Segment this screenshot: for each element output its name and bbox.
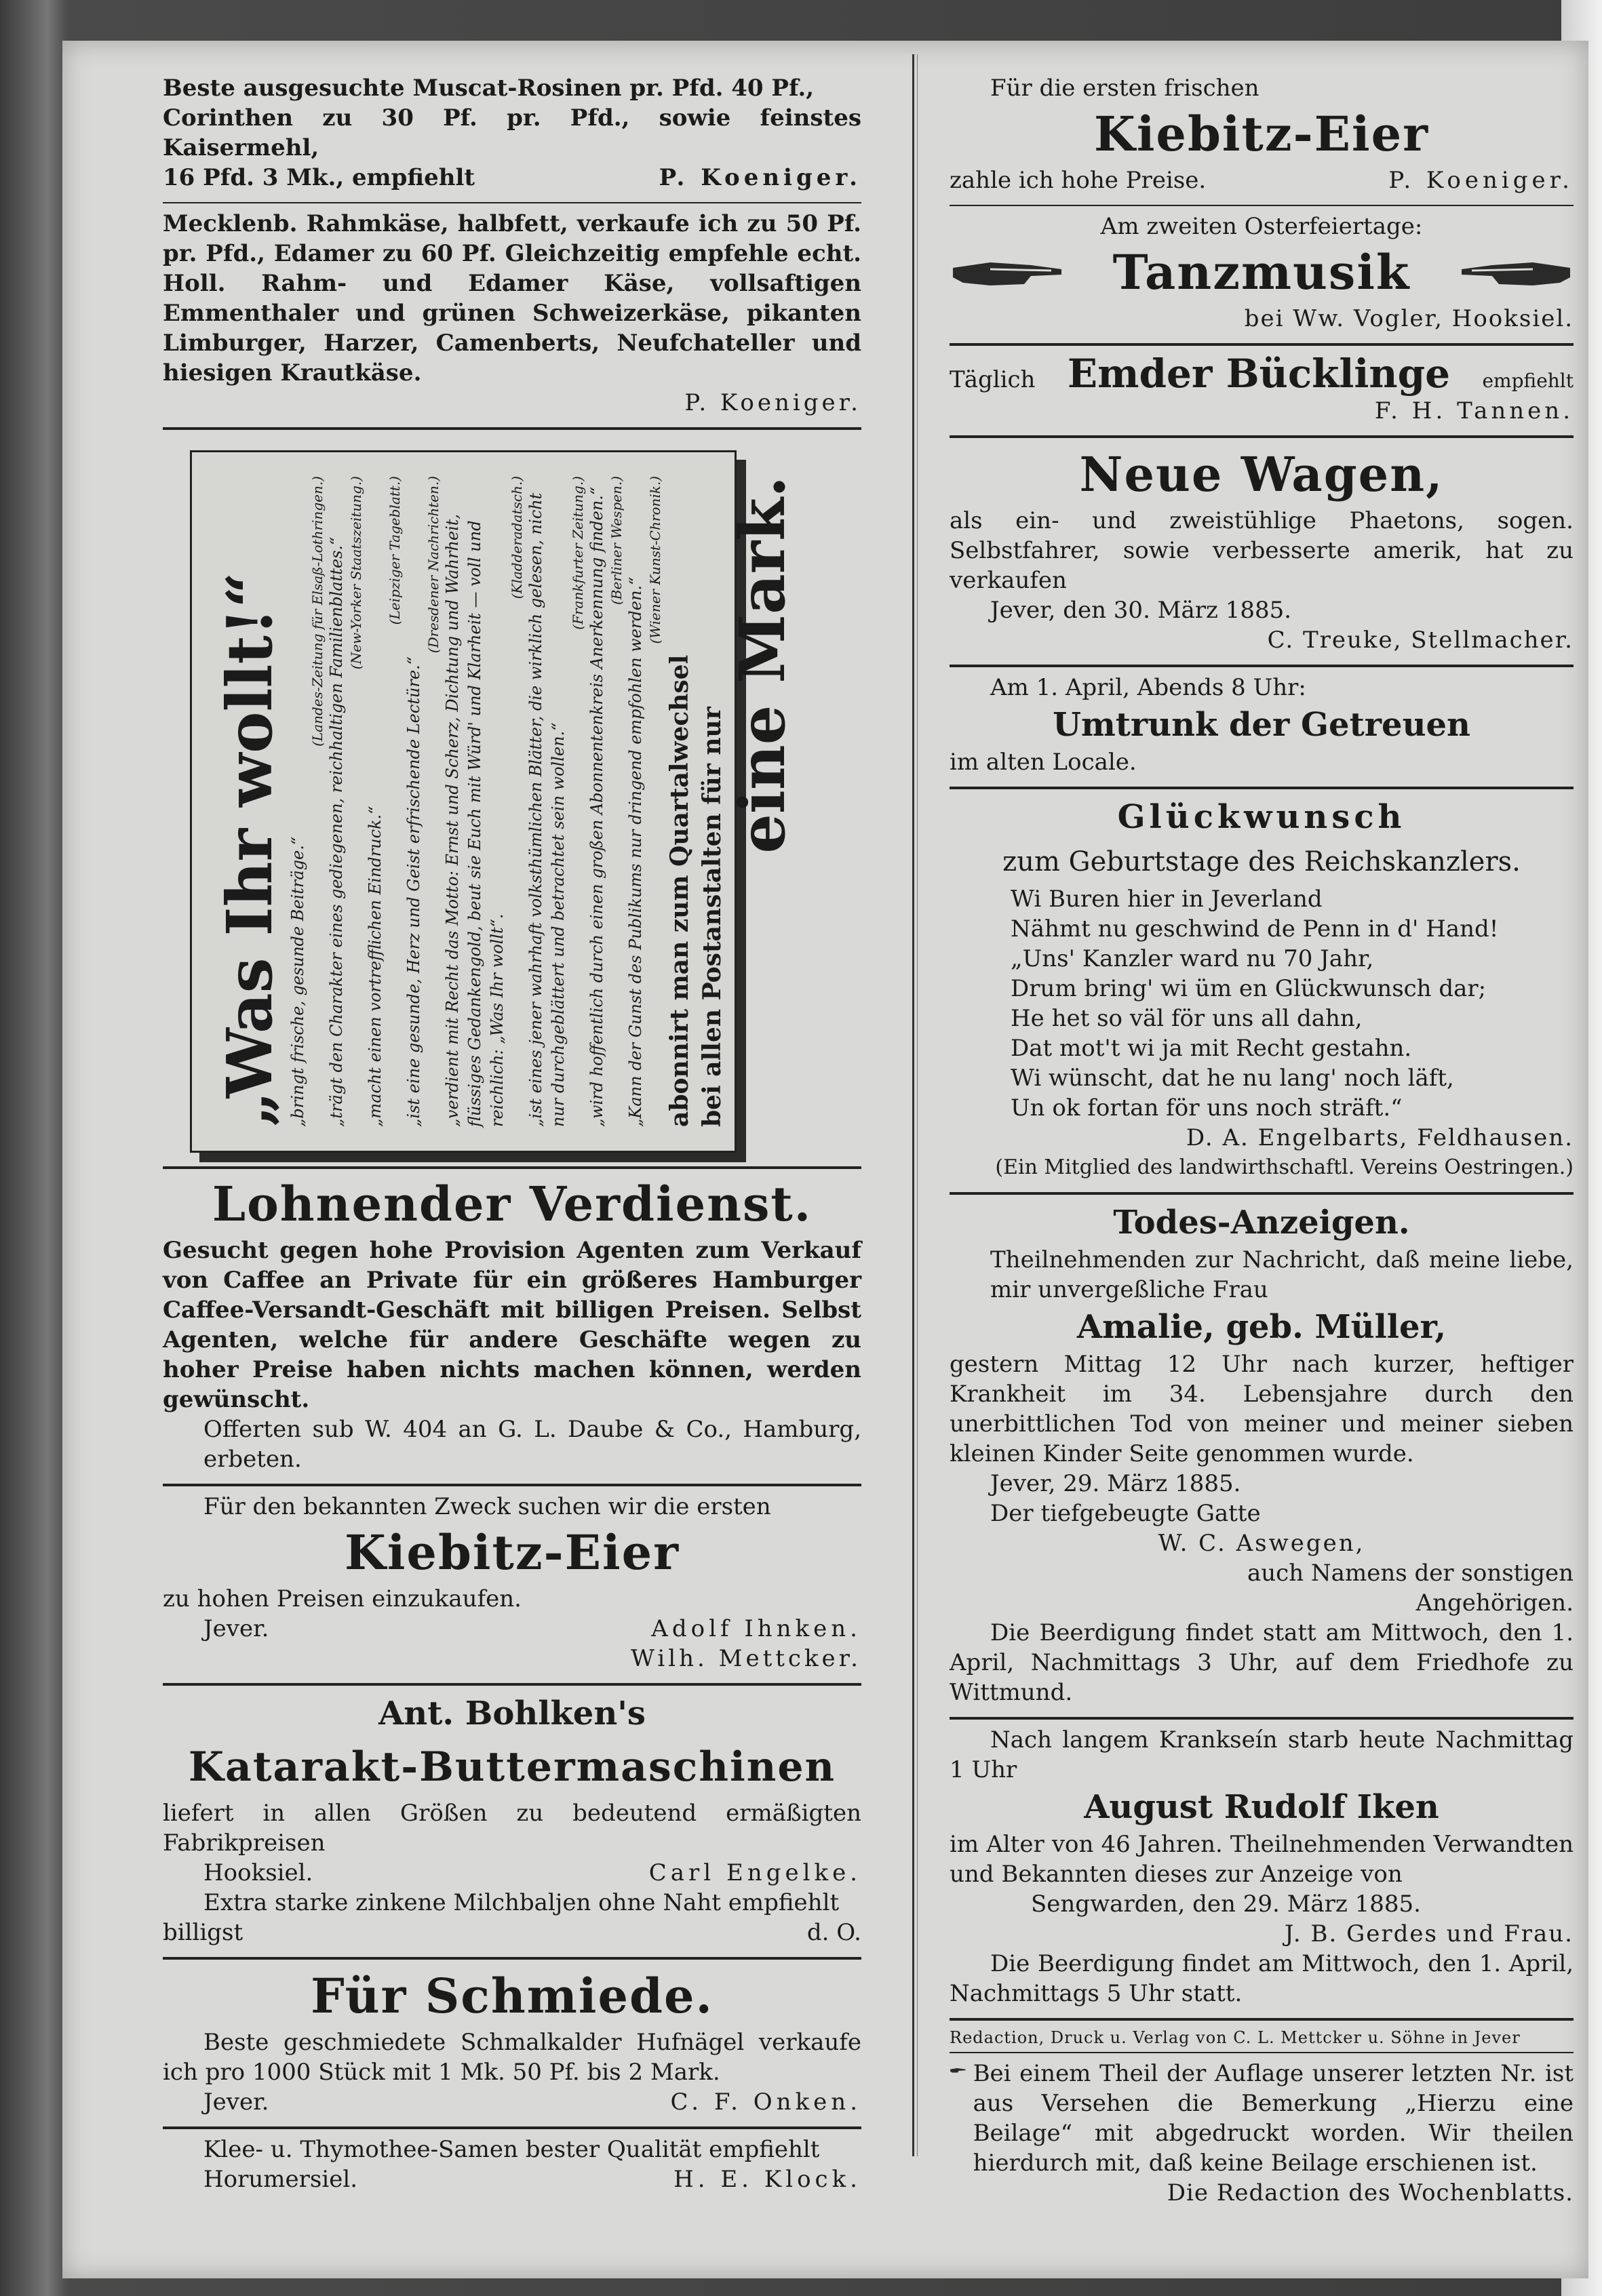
buecklinge-sign: F. H. Tannen. <box>1374 397 1574 424</box>
footer-sign: Die Redaction des Wochenblatts. <box>1167 2179 1574 2206</box>
wagen-sign: C. Treuke, Stellmacher. <box>1267 627 1574 654</box>
tanz-intro: Am zweiten Osterfeiertage: <box>1100 213 1423 240</box>
buecklinge-title: Emder Bücklinge <box>1067 351 1451 397</box>
pointing-hand-icon <box>950 2059 966 2082</box>
klee-sign: H. E. Klock. <box>673 2166 861 2193</box>
schmiede-text: Beste geschmiedete Schmalkalder Hufnägel verkaufe ich pro 1000 Stück mit 1 Mk. 50 Pf. bis 2 Mark. <box>163 2029 861 2086</box>
kiebitz-left-text: zu hohen Preisen einzukaufen. <box>163 1585 522 1612</box>
bohlken-place: Hooksiel. <box>203 1859 313 1886</box>
column-rule <box>912 54 914 2156</box>
wollt-foot-1: abonnirt man zum Quartalwechsel <box>665 654 694 1127</box>
wollt-src-3: (Dresdener Nachrichten.) <box>425 476 442 654</box>
glueck-poem-6: Wi wünscht, dat he nu lang' noch läft, <box>1011 1065 1454 1092</box>
wollt-line-5: „ist eines jener wahrhaft volksthümlichen Blätter, die wirklich gelesen, nicht nur durchgeblättert und betrachtet sein wollen.“ <box>526 492 568 1127</box>
verdienst-text-2: Offerten sub W. 404 an G. L. Daube & Co., Hamburg, erbeten. <box>203 1416 861 1473</box>
todes-name: Amalie, geb. Müller, <box>1076 1308 1447 1346</box>
wollt-src-4: (Kladderadatsch.) <box>509 476 525 599</box>
wollt-line-0: „bringt frische, gesunde Beiträge.“ <box>288 836 307 1127</box>
ad-muscat <box>163 68 861 203</box>
kiebitz-right-title: Kiebitz-Eier <box>1093 106 1429 162</box>
todes-sign-2: auch Namens der sonstigen <box>1247 1560 1574 1587</box>
bohlken-name: Ant. Bohlken's <box>378 1695 646 1733</box>
glueck-poem-1: Nähmt nu geschwind de Penn in d' Hand! <box>1011 915 1499 943</box>
todes-burial: Die Beerdigung findet statt am Mittwoch, den 1. April, Nachmittags 3 Uhr, auf dem Friedhofe zu Wittmund. <box>950 1619 1574 1706</box>
ad-was-ihr-wollt <box>190 450 799 1153</box>
left-column <box>163 20 861 2204</box>
bohlken-text: liefert in allen Größen zu bedeutend ermäßigten Fabrikpreisen <box>163 1800 861 1857</box>
verdienst-title: Lohnender Verdienst. <box>212 1176 813 1232</box>
muscat-last-row <box>163 163 861 193</box>
bohlken-row-2 <box>163 1918 861 1947</box>
buecklinge-post: empfiehlt <box>1482 370 1574 392</box>
todes-intro: Theilnehmenden zur Nachricht, daß meine liebe, mir unvergeßliche Frau <box>990 1246 1574 1303</box>
bohlken-billig: billigst <box>163 1919 243 1946</box>
bohlken-title: Katarakt-Buttermaschinen <box>188 1743 836 1791</box>
iken-intro: Nach langem Krankseín starb heute Nachmittag 1 Uhr <box>950 1726 1574 1783</box>
wagen-date: Jever, den 30. März 1885. <box>990 597 1292 624</box>
kiebitz-right-sign: P. Koeniger. <box>1388 167 1574 194</box>
ad-tanzmusik <box>950 206 1574 346</box>
ad-todes <box>950 1195 1574 1720</box>
footer-notice-row <box>950 2059 1574 2178</box>
glueck-poem-0: Wi Buren hier in Jeverland <box>1011 886 1323 913</box>
glueck-sign: D. A. Engelbarts, Feldhausen. <box>1186 1124 1574 1151</box>
footer-notice: Bei einem Theil der Auflage unserer letzten Nr. ist aus Versehen die Bemerkung „Hierzu eine Beilage“ mit abgedruckt worden. Wir theilen hierdurch mit, daß keine Beilage erschienen ist. <box>973 2060 1574 2177</box>
todes-title: Todes-Anzeigen. <box>1113 1204 1410 1242</box>
wollt-foot-2: bei allen Postanstalten für nur <box>698 707 726 1127</box>
klee-row <box>163 2164 861 2194</box>
was-ihr-wollt-rotated <box>206 462 799 1141</box>
wollt-line-1: „trägt den Charakter eines gediegenen, reichhaltigen Familienblattes.“ <box>327 536 346 1127</box>
pointing-hand-left-icon <box>1458 256 1574 290</box>
ad-iken <box>950 1720 1574 2021</box>
ad-bohlken <box>163 1686 861 1960</box>
ad-kaese <box>163 203 861 430</box>
bohlken-row <box>163 1858 861 1888</box>
kiebitz-left-sign-2: Wilh. Mettcker. <box>631 1645 861 1672</box>
ad-kiebitz-right <box>950 68 1574 206</box>
ad-glueckwunsch <box>950 789 1574 1195</box>
kiebitz-right-row <box>950 165 1574 195</box>
wollt-src-0: (Landes-Zeitung für Elsaß-Lothringen.) <box>309 476 326 747</box>
kaese-sign: P. Koeniger. <box>684 389 861 416</box>
schmiede-row <box>163 2087 861 2117</box>
muscat-line-2: Corinthen zu 30 Pf. pr. Pfd., sowie feinstes Kaisermehl, <box>163 104 861 161</box>
wollt-line-4: „verdient mit Recht das Motto: Ernst und Scherz, Dichtung und Wahrheit, flüssiges Gedankengold, beut sie Euch mit Würd' und Klarheit — voll und reichlich: „Was Ihr wollt“. <box>443 513 507 1127</box>
wollt-mark: eine Mark. <box>726 476 799 854</box>
iken-date: Sengwarden, den 29. März 1885. <box>1031 1891 1421 1918</box>
todes-sign: W. C. Aswegen, <box>1158 1530 1365 1557</box>
kiebitz-left-place: Jever. <box>203 1615 269 1642</box>
ad-klee <box>163 2129 861 2204</box>
schmiede-title: Für Schmiede. <box>311 1968 714 2024</box>
wagen-title: Neue Wagen, <box>1079 446 1444 502</box>
column-rule-thin <box>917 54 918 2156</box>
iken-burial: Die Beerdigung findet am Mittwoch, den 1. April, Nachmittags 5 Uhr statt. <box>950 1950 1574 2007</box>
schmiede-place: Jever. <box>203 2089 269 2116</box>
wollt-src-5: (Frankfurter Zeitung.) <box>570 476 586 630</box>
kiebitz-left-title: Kiebitz-Eier <box>344 1524 680 1581</box>
ad-schmiede <box>163 1960 861 2129</box>
todes-text: gestern Mittag 12 Uhr nach kurzer, heftiger Krankheit im 34. Lebensjahre durch den unerbittlichen Tod von meiner und meiner sieben kleinen Kinder Seite genommen wurde. <box>950 1351 1574 1467</box>
bohlken-do: d. O. <box>806 1919 861 1946</box>
glueck-poem-4: He het so väl för uns all dahn, <box>1011 1005 1363 1032</box>
umtrunk-text: im alten Locale. <box>950 749 1137 776</box>
wollt-src-1: (New-Yorker Staatszeitung.) <box>348 476 364 670</box>
bohlken-sign: Carl Engelke. <box>648 1859 861 1886</box>
tanz-title-row <box>950 241 1574 304</box>
kiebitz-left-intro: Für den bekannten Zweck suchen wir die ersten <box>203 1493 771 1520</box>
buecklinge-row <box>950 351 1574 396</box>
wollt-line-3: „ist eine gesunde, Herz und Geist erfrischende Lectüre.“ <box>404 656 423 1127</box>
kiebitz-right-text: zahle ich hohe Preise. <box>950 167 1207 194</box>
klee-text: Klee- u. Thymothee-Samen bester Qualität empfiehlt <box>203 2136 820 2163</box>
right-column <box>950 20 1574 2208</box>
footer-imprint: Redaction, Druck u. Verlag von C. L. Mettcker u. Söhne in Jever <box>950 2027 1574 2053</box>
buecklinge-pre: Täglich <box>950 366 1036 393</box>
ad-verdienst <box>163 1166 861 1486</box>
ad-kiebitz-left <box>163 1486 861 1686</box>
glueck-poem-5: Dat mot't wi ja mit Recht gestahn. <box>1011 1035 1412 1062</box>
muscat-line-1: Beste ausgesuchte Muscat-Rosinen pr. Pfd. 40 Pf., <box>163 75 815 102</box>
wollt-line-7: „Kann der Gunst des Publikums nur dringend empfohlen werden.“ <box>626 576 645 1127</box>
ad-wagen <box>950 438 1574 667</box>
footer <box>950 2021 1574 2208</box>
tanz-sign: bei Ww. Vogler, Hooksiel. <box>1244 305 1574 332</box>
schmiede-sign: C. F. Onken. <box>670 2089 861 2116</box>
iken-text: im Alter von 46 Jahren. Theilnehmenden Verwandten und Bekannten dieses zur Anzeige von <box>950 1831 1574 1888</box>
bohlken-text-2: Extra starke zinkene Milchbaljen ohne Naht empfiehlt <box>203 1889 840 1916</box>
verdienst-text-1: Gesucht gegen hohe Provision Agenten zum Verkauf von Caffee an Private für ein größeres Hamburger Caffee-Versandt-Geschäft mit billigen Preisen. Selbst Agenten, welche für andere Geschäfte wegen zu hoher Preise haben nichts machen können, werden gewünscht. <box>163 1237 861 1413</box>
tanz-title: Tanzmusik <box>1112 244 1411 300</box>
glueck-poem-2: „Uns' Kanzler ward nu 70 Jahr, <box>1011 945 1374 972</box>
todes-date: Jever, 29. März 1885. <box>990 1470 1241 1497</box>
todes-gatte: Der tiefgebeugte Gatte <box>990 1500 1261 1527</box>
kiebitz-left-sign-1: Adolf Ihnken. <box>651 1615 861 1642</box>
wagen-text: als ein- und zweistühlige Phaetons, sogen. Selbstfahrer, sowie verbesserte amerik, hat zu verkaufen <box>950 507 1574 594</box>
glueck-poem-7: Un ok fortan för uns noch sträft.“ <box>1011 1094 1403 1122</box>
glueck-poem-3: Drum bring' wi üm en Glückwunsch dar; <box>1011 975 1487 1002</box>
wollt-src-7: (Wiener Kunst-Chronik.) <box>647 476 663 644</box>
pointing-hand-right-icon <box>950 256 1065 290</box>
iken-sign: J. B. Gerdes und Frau. <box>1284 1920 1574 1947</box>
ad-buecklinge <box>950 346 1574 438</box>
ad-umtrunk <box>950 667 1574 789</box>
wollt-line-2: „macht einen vortrefflichen Eindruck.“ <box>366 806 385 1127</box>
iken-name: August Rudolf Iken <box>1084 1788 1439 1826</box>
kiebitz-right-intro: Für die ersten frischen <box>990 75 1259 102</box>
glueck-sub: zum Geburtstage des Reichskanzlers. <box>1002 846 1521 877</box>
kiebitz-left-row-1 <box>163 1614 861 1644</box>
wollt-src-6: (Berliner Wespen.) <box>608 476 625 606</box>
wollt-title: „Was Ihr wollt!“ <box>213 572 286 1127</box>
wollt-line-6: „wird hoffentlich durch einen großen Abonnentenkreis Anerkennung finden.“ <box>587 486 606 1127</box>
glueck-note: (Ein Mitglied des landwirthschaftl. Vereins Oestringen.) <box>995 1155 1574 1179</box>
muscat-sign: P. Koeniger. <box>659 164 861 191</box>
klee-place: Horumersiel. <box>203 2166 358 2193</box>
glueck-title: Glückwunsch <box>1117 798 1406 836</box>
umtrunk-intro: Am 1. April, Abends 8 Uhr: <box>990 674 1306 701</box>
todes-sign-3: Angehörigen. <box>1415 1589 1574 1617</box>
kaese-text: Mecklenb. Rahmkäse, halbfett, verkaufe ich zu 50 Pf. pr. Pfd., Edamer zu 60 Pf. Gleichzeitig empfehle echt. Holl. Rahm- und Edamer Käse, vollsaftigen Emmenthaler und grünen Schweizerkäse, pikanten Limburger, Harzer, Camenberts, Neufchateller und hiesigen Krautkäse. <box>163 210 861 387</box>
muscat-last: 16 Pfd. 3 Mk., empfiehlt <box>163 164 475 191</box>
wollt-src-2: (Leipziger Tageblatt.) <box>387 476 403 625</box>
umtrunk-title: Umtrunk der Getreuen <box>1053 706 1470 744</box>
